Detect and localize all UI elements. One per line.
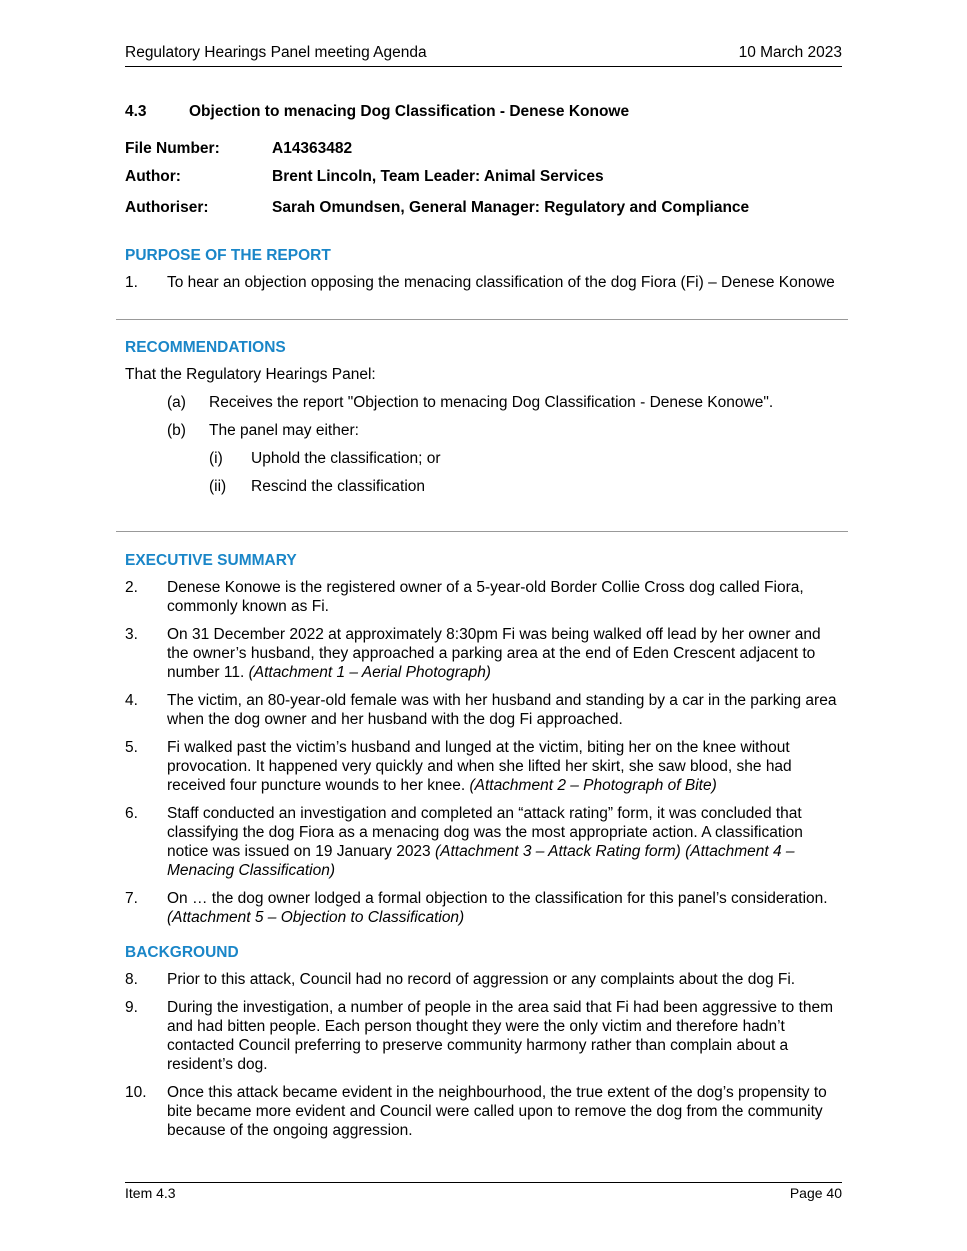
file-number-label: File Number: (125, 140, 220, 157)
recommendation-b (125, 421, 842, 440)
paragraph-7 (125, 889, 842, 927)
author-label: Author: (125, 168, 181, 185)
attachment-reference: (Attachment 1 – Aerial Photograph) (248, 664, 491, 681)
authoriser-value: Sarah Omundsen, General Manager: Regulatory and Compliance (272, 199, 750, 216)
page-footer (125, 1182, 842, 1201)
paragraph-text: Fi walked past the victim’s husband and lunged at the victim, biting her on the knee without provocation. It happened very quickly and when she lifted her skirt, she saw blood, she had received four puncture wounds to her knee. (167, 739, 792, 794)
paragraph-4 (125, 691, 842, 729)
paragraph-number: 6. (125, 805, 138, 822)
recommendation-ii-number: (ii) (209, 478, 227, 495)
paragraph-text: Prior to this attack, Council had no record of aggression or any complaints about the dog Fi. (167, 971, 796, 988)
recommendation-a-number: (a) (167, 394, 186, 411)
document-body (125, 103, 842, 1149)
paragraph-3 (125, 625, 842, 682)
recommendation-a (125, 393, 842, 412)
paragraph-body (167, 804, 842, 880)
recommendation-b-text: The panel may either: (209, 422, 359, 439)
page-header (125, 44, 842, 67)
recommendation-ii-text: Rescind the classification (251, 478, 426, 495)
paragraph-5 (125, 738, 842, 795)
footer-page-number: Page 40 (789, 1185, 842, 1201)
recommendation-b-number: (b) (167, 422, 186, 439)
paragraph-body (167, 625, 842, 682)
paragraph-number: 7. (125, 890, 138, 907)
paragraph-text: On … the dog owner lodged a formal objection to the classification for this panel’s consideration. (167, 890, 828, 907)
authoriser-label: Authoriser: (125, 199, 209, 216)
paragraph-text: Once this attack became evident in the neighbourhood, the true extent of the dog’s propensity to bite became more evident and Council were called upon to remove the dog from the community because of the ongoing aggression. (167, 1084, 827, 1139)
recommendation-b-ii (125, 477, 842, 496)
paragraph-text: During the investigation, a number of people in the area said that Fi had been aggressive to them and had bitten people. Each person thought they were the only victim and therefore hadn’t contacted Council preferring to preserve community harmony rather than complain about a resident’s dog. (167, 999, 834, 1073)
paragraph-body (167, 889, 842, 927)
paragraph-8 (125, 970, 842, 989)
attachment-reference: (Attachment 3 – Attack Rating form) (Attachment 4 – Menacing Classification) (167, 843, 795, 879)
attachment-reference: (Attachment 2 – Photograph of Bite) (469, 777, 717, 794)
authoriser-row (125, 198, 842, 217)
paragraph-number: 10. (125, 1084, 147, 1101)
paragraph-number: 9. (125, 999, 138, 1016)
recommendation-i-text: Uphold the classification; or (251, 450, 441, 467)
paragraph-number: 4. (125, 692, 138, 709)
paragraph-text: To hear an objection opposing the menacing classification of the dog Fiora (Fi) – Denese Konowe (167, 274, 835, 291)
paragraph-number: 5. (125, 739, 138, 756)
paragraph-number: 3. (125, 626, 138, 643)
header-date: 10 March 2023 (738, 44, 842, 61)
recommendations-heading: RECOMMENDATIONS (125, 339, 286, 356)
section-divider (116, 531, 848, 532)
attachment-reference: (Attachment 5 – Objection to Classification) (167, 909, 465, 926)
recommendation-i-number: (i) (209, 450, 223, 467)
paragraph-2 (125, 578, 842, 616)
item-title-text: Objection to menacing Dog Classification - Denese Konowe (189, 103, 630, 120)
executive-summary-heading: EXECUTIVE SUMMARY (125, 552, 297, 569)
paragraph-text: Staff conducted an investigation and completed an “attack rating” form, it was concluded that classifying the dog Fiora as a menacing dog was the most appropriate action. A classification notice was issued on 19 January 2023 (167, 805, 803, 860)
paragraph-text: Denese Konowe is the registered owner of a 5-year-old Border Collie Cross dog called Fiora, commonly known as Fi. (167, 579, 804, 615)
paragraph-10 (125, 1083, 842, 1140)
paragraph-text: The victim, an 80-year-old female was with her husband and standing by a car in the parking area when the dog owner and her husband with the dog Fi approached. (167, 692, 837, 728)
background-heading: BACKGROUND (125, 944, 239, 961)
paragraph-1 (125, 273, 842, 292)
section-divider (116, 319, 848, 320)
file-number-row (125, 139, 842, 158)
header-title: Regulatory Hearings Panel meeting Agenda (125, 44, 427, 61)
paragraph-body (167, 738, 842, 795)
recommendations-intro: That the Regulatory Hearings Panel: (125, 366, 376, 383)
paragraph-number: 1. (125, 274, 138, 291)
recommendation-a-text: Receives the report "Objection to menacing Dog Classification - Denese Konowe". (209, 394, 774, 411)
paragraph-number: 2. (125, 579, 138, 596)
author-row (125, 167, 842, 186)
author-value: Brent Lincoln, Team Leader: Animal Services (272, 168, 604, 185)
recommendation-b-i (125, 449, 842, 468)
paragraph-number: 8. (125, 971, 138, 988)
paragraph-text: On 31 December 2022 at approximately 8:30pm Fi was being walked off lead by her owner and the owner’s husband, they approached a parking area at the end of Eden Crescent adjacent to number 11. (167, 626, 821, 681)
paragraph-9 (125, 998, 842, 1074)
item-number: 4.3 (125, 103, 147, 120)
paragraph-6 (125, 804, 842, 880)
purpose-heading: PURPOSE OF THE REPORT (125, 247, 331, 264)
footer-item: Item 4.3 (125, 1185, 176, 1201)
file-number-value: A14363482 (272, 140, 353, 157)
item-title (125, 103, 842, 121)
